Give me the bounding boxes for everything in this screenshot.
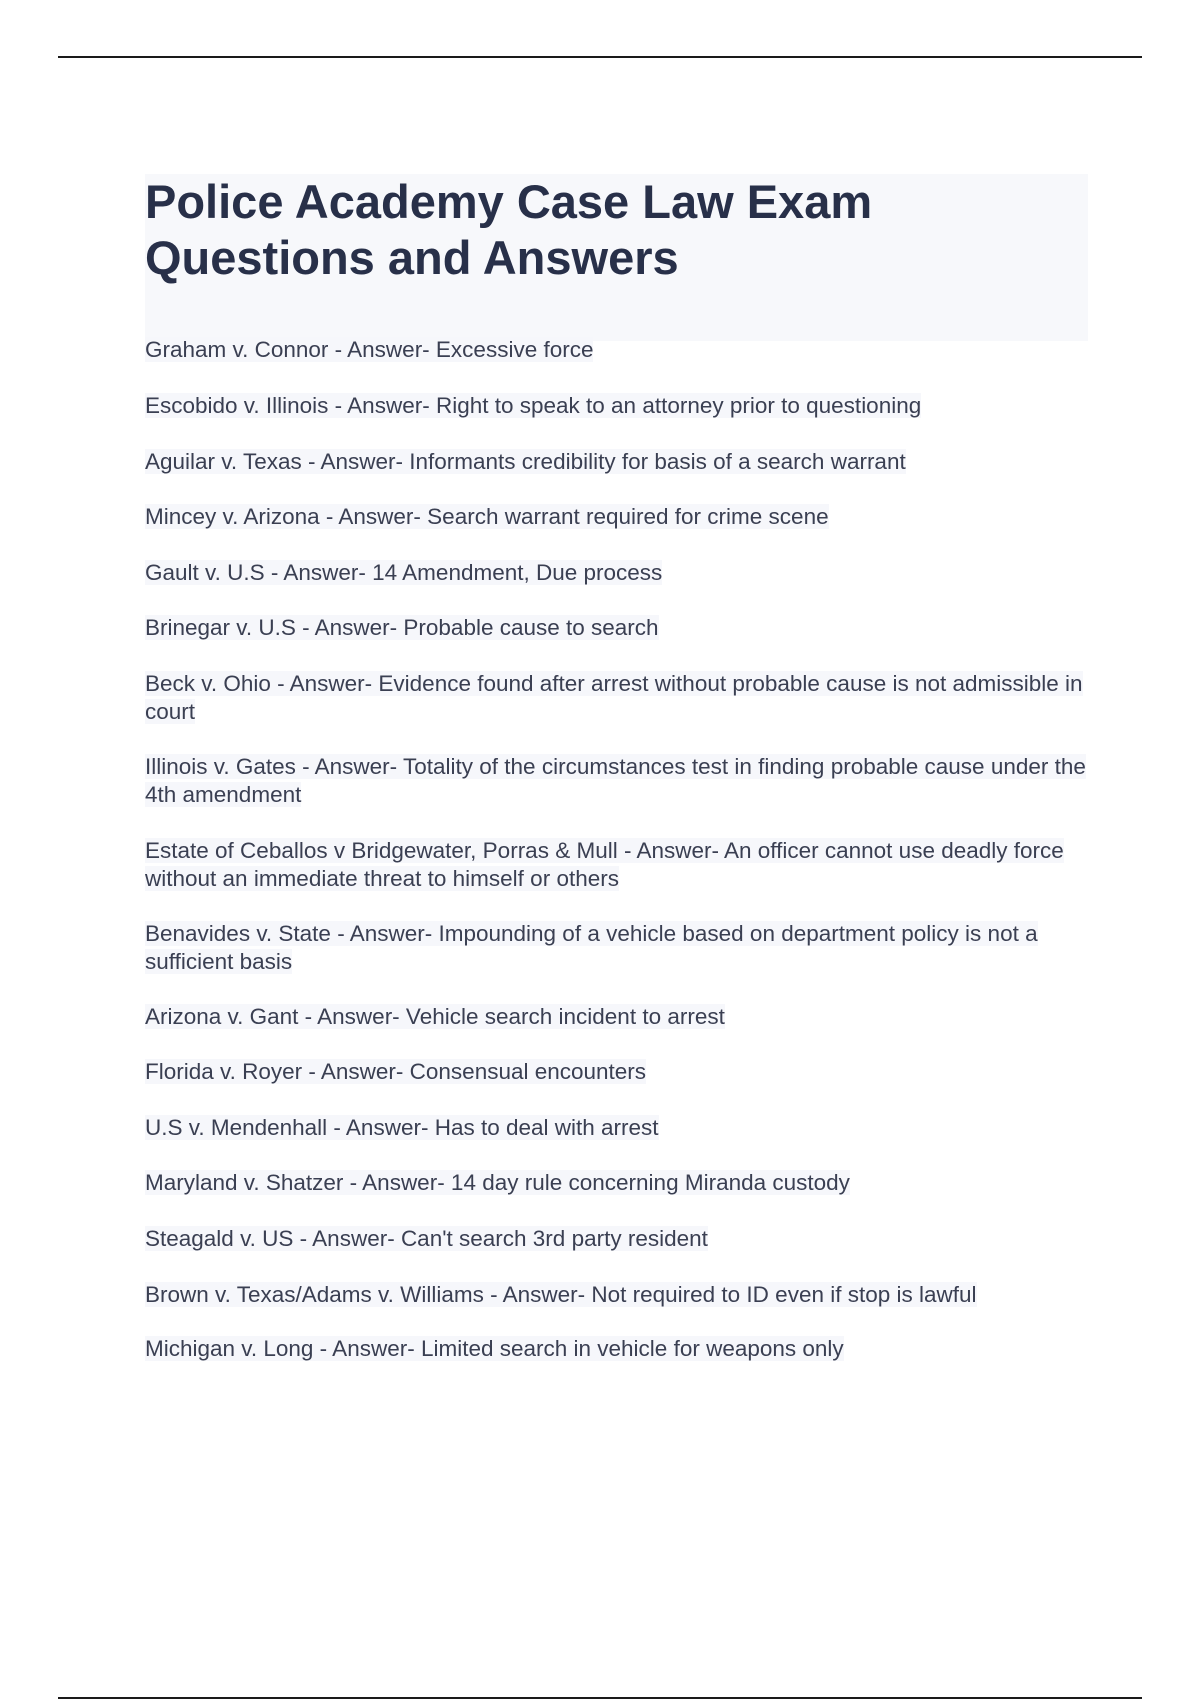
qa-item: Mincey v. Arizona - Answer- Search warrant required for crime scene xyxy=(145,504,829,529)
bottom-rule xyxy=(58,1697,1142,1699)
qa-list xyxy=(145,336,1095,1363)
title-block xyxy=(145,174,1088,341)
title-line-2: Questions and Answers xyxy=(145,231,679,284)
qa-item: Maryland v. Shatzer - Answer- 14 day rule concerning Miranda custody xyxy=(145,1170,850,1195)
qa-item: Illinois v. Gates - Answer- Totality of the circumstances test in finding probable cause under the 4th amendment xyxy=(145,754,1086,807)
qa-item: Brinegar v. U.S - Answer- Probable cause to search xyxy=(145,615,659,640)
qa-item: Benavides v. State - Answer- Impounding of a vehicle based on department policy is not a sufficient basis xyxy=(145,921,1038,974)
qa-item: Florida v. Royer - Answer- Consensual encounters xyxy=(145,1059,647,1084)
qa-item: Michigan v. Long - Answer- Limited search in vehicle for weapons only xyxy=(145,1336,844,1361)
qa-item: Graham v. Connor - Answer- Excessive force xyxy=(145,337,594,362)
qa-item: Brown v. Texas/Adams v. Williams - Answer- Not required to ID even if stop is lawful xyxy=(145,1282,977,1307)
qa-item: U.S v. Mendenhall - Answer- Has to deal with arrest xyxy=(145,1115,659,1140)
qa-item: Arizona v. Gant - Answer- Vehicle search incident to arrest xyxy=(145,1004,725,1029)
qa-item: Beck v. Ohio - Answer- Evidence found after arrest without probable cause is not admissible in court xyxy=(145,671,1083,724)
qa-item: Estate of Ceballos v Bridgewater, Porras & Mull - Answer- An officer cannot use deadly force without an immediate threat to himself or others xyxy=(145,838,1064,891)
qa-item: Escobido v. Illinois - Answer- Right to speak to an attorney prior to questioning xyxy=(145,393,922,418)
top-rule xyxy=(58,56,1142,58)
title-line-1: Police Academy Case Law Exam xyxy=(145,175,873,228)
page-title xyxy=(145,174,1088,286)
qa-item: Aguilar v. Texas - Answer- Informants credibility for basis of a search warrant xyxy=(145,449,906,474)
qa-item: Steagald v. US - Answer- Can't search 3rd party resident xyxy=(145,1226,708,1251)
qa-item: Gault v. U.S - Answer- 14 Amendment, Due process xyxy=(145,560,663,585)
